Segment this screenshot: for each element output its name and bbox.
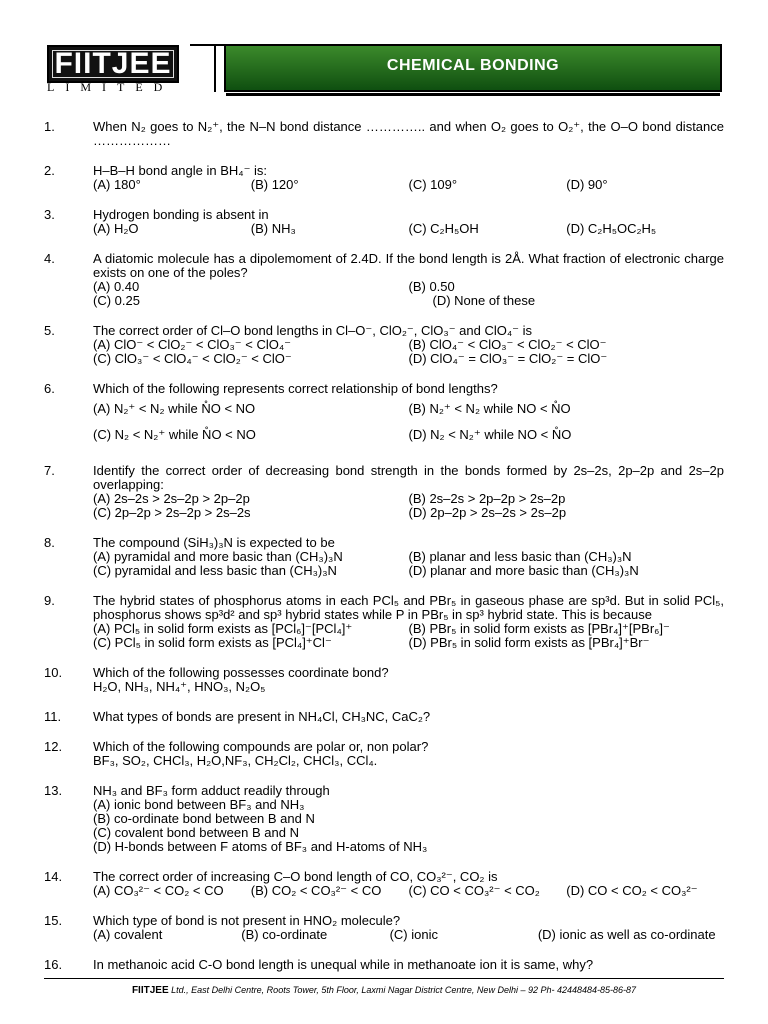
question-number: 11.	[44, 709, 62, 724]
question-15	[44, 914, 724, 942]
option-group	[93, 928, 724, 942]
question-7	[44, 464, 724, 520]
question-option: (A) 180°	[93, 177, 141, 192]
question-number: 6.	[44, 381, 55, 396]
question-number: 14.	[44, 869, 63, 884]
question-number: 2.	[44, 163, 55, 178]
question-4	[44, 252, 724, 308]
fiitjee-logo: FIITJEE	[47, 45, 179, 83]
question-16	[44, 958, 724, 972]
question-text: A diatomic molecule has a dipolemoment of 2.4D. If the bond length is 2Å. What fraction of electronic charge exists on one of the poles?	[93, 251, 724, 280]
question-option: (C) ionic	[389, 927, 438, 942]
question-text: H–B–H bond angle in BH₄⁻ is:	[93, 163, 268, 178]
question-text: The hybrid states of phosphorus atoms in each PCl₅ and PBr₅ in gaseous phase are sp³d. But in solid PCl₅, phosphorus shows sp³d² and sp³ hybrid states while P in PBr₅ in sp³ hybrid state. This is because	[93, 593, 724, 622]
chapter-title-banner: CHEMICAL BONDING	[224, 44, 722, 92]
question-number: 13.	[44, 783, 63, 798]
question-number: 10.	[44, 665, 63, 680]
question-option: (C) 0.25	[93, 293, 140, 308]
question-9	[44, 594, 724, 650]
question-option: (D) 90°	[566, 177, 608, 192]
footer-address: Ltd., East Delhi Centre, Roots Tower, 5th Floor, Laxmi Nagar District Centre, New Delhi – 92 Ph- 42448484-85-86-87	[171, 985, 637, 995]
option-group	[93, 178, 724, 192]
question-number: 3.	[44, 207, 55, 222]
question-option: (C) 109°	[408, 177, 458, 192]
question-option: (A) CO₃²⁻ < CO₂ < CO	[93, 883, 224, 898]
question-text: Which of the following compounds are polar or, non polar?	[93, 739, 429, 754]
question-option: (B) co-ordinate	[241, 927, 328, 942]
question-text: What types of bonds are present in NH₄Cl, CH₃NC, CaC₂?	[93, 709, 431, 724]
question-option: (A) pyramidal and more basic than (CH₃)₃N	[93, 549, 343, 564]
question-number: 5.	[44, 323, 55, 338]
option-group	[93, 492, 724, 520]
question-option: (A) H₂O	[93, 221, 139, 236]
question-option: (D) None of these	[432, 293, 536, 308]
question-option: (C) ClO₃⁻ < ClO₄⁻ < ClO₂⁻ < ClO⁻	[93, 351, 292, 366]
question-option: (D) 2p–2p > 2s–2s > 2s–2p	[408, 505, 567, 520]
question-option: (B) 120°	[250, 177, 299, 192]
question-compound-list: BF₃, SO₂, CHCl₃, H₂O,NF₃, CH₂Cl₂, CHCl₃, CCl₄.	[93, 753, 378, 768]
page-header	[0, 0, 768, 110]
footer-rule	[44, 978, 724, 979]
question-option: (B) CO₂ < CO₃²⁻ < CO	[250, 883, 382, 898]
option-group	[93, 280, 724, 308]
question-text: When N₂ goes to N₂⁺, the N–N bond distance ………….. and when O₂ goes to O₂⁺, the O–O bond distance ………………	[93, 119, 724, 148]
question-option: (A) PCl₅ in solid form exists as [PCl₆]⁻[PCl₄]⁺	[93, 621, 353, 636]
question-option: (B) N₂⁺ < N₂ while NO < N̊O	[408, 401, 571, 416]
question-option: (B) ClO₄⁻ < ClO₃⁻ < ClO₂⁻ < ClO⁻	[408, 337, 607, 352]
logo-subtitle: LIMITED	[47, 80, 174, 94]
question-option: (C) pyramidal and less basic than (CH₃)₃N	[93, 563, 337, 578]
question-text: Identify the correct order of decreasing bond strength in the bonds formed by 2s–2s, 2p–2p and 2s–2p overlapping:	[93, 463, 724, 492]
question-10	[44, 666, 724, 694]
option-group	[93, 222, 724, 236]
question-number: 8.	[44, 535, 55, 550]
question-option: (C) PCl₅ in solid form exists as [PCl₄]⁺Cl⁻	[93, 635, 332, 650]
question-option: (C) CO < CO₃²⁻ < CO₂	[408, 883, 540, 898]
question-option: (A) N₂⁺ < N₂ while N̊O < NO	[93, 401, 256, 416]
question-option: (D) planar and more basic than (CH₃)₃N	[408, 563, 639, 578]
option-group	[93, 884, 724, 898]
question-3	[44, 208, 724, 236]
question-option: (D) C₂H₅OC₂H₅	[566, 221, 657, 236]
option-group	[93, 622, 724, 650]
question-option: (A) ClO⁻ < ClO₂⁻ < ClO₃⁻ < ClO₄⁻	[93, 337, 292, 352]
question-option: (B) PBr₅ in solid form exists as [PBr₄]⁺[PBr₆]⁻	[408, 621, 670, 636]
question-text: NH₃ and BF₃ form adduct readily through	[93, 783, 330, 798]
option-group	[93, 396, 724, 448]
question-1	[44, 120, 724, 148]
question-option: (D) CO < CO₂ < CO₃²⁻	[566, 883, 698, 898]
question-2	[44, 164, 724, 192]
question-text: Which type of bond is not present in HNO₂ molecule?	[93, 913, 401, 928]
question-text: The correct order of Cl–O bond lengths in Cl–O⁻, ClO₂⁻, ClO₃⁻ and ClO₄⁻ is	[93, 323, 533, 338]
question-option: (B) planar and less basic than (CH₃)₃N	[408, 549, 632, 564]
question-compound-list: H₂O, NH₃, NH₄⁺, HNO₃, N₂O₅	[93, 679, 266, 694]
question-text: Which of the following possesses coordinate bond?	[93, 665, 389, 680]
question-option: (B) 2s–2s > 2p–2p > 2s–2p	[408, 491, 566, 506]
question-text: In methanoic acid C-O bond length is unequal while in methanoate ion it is same, why?	[93, 957, 594, 972]
question-option: (A) covalent	[93, 927, 163, 942]
question-option: (B) co-ordinate bond between B and N	[93, 811, 315, 826]
question-option: (D) ionic as well as co-ordinate	[537, 927, 716, 942]
question-text: Which of the following represents correct relationship of bond lengths?	[93, 381, 498, 396]
question-option: (B) 0.50	[408, 279, 455, 294]
question-text: The correct order of increasing C–O bond length of CO, CO₃²⁻, CO₂ is	[93, 869, 498, 884]
option-group	[93, 550, 724, 578]
question-number: 12.	[44, 739, 63, 754]
question-option: (C) 2p–2p > 2s–2p > 2s–2s	[93, 505, 251, 520]
question-option: (C) C₂H₅OH	[408, 221, 479, 236]
question-option: (A) 0.40	[93, 279, 140, 294]
question-number: 7.	[44, 463, 55, 478]
question-number: 9.	[44, 593, 55, 608]
question-option: (A) ionic bond between BF₃ and NH₃	[93, 797, 305, 812]
page-footer	[44, 985, 724, 996]
question-option: (A) 2s–2s > 2s–2p > 2p–2p	[93, 491, 250, 506]
question-option: (C) N₂ < N₂⁺ while N̊O < NO	[93, 427, 256, 442]
question-13	[44, 784, 724, 854]
question-option: (D) N₂ < N₂⁺ while NO < N̊O	[408, 427, 572, 442]
question-option: (C) covalent bond between B and N	[93, 825, 299, 840]
question-number: 4.	[44, 251, 55, 266]
header-vertical-rule	[214, 44, 216, 92]
question-option: (D) H-bonds between F atoms of BF₃ and H-atoms of NH₃	[93, 839, 428, 854]
question-number: 16.	[44, 957, 63, 972]
question-text: The compound (SiH₃)₃N is expected to be	[93, 535, 335, 550]
question-number: 15.	[44, 913, 63, 928]
question-option: (D) PBr₅ in solid form exists as [PBr₄]⁺Br⁻	[408, 635, 650, 650]
question-text: Hydrogen bonding is absent in	[93, 207, 269, 222]
question-14	[44, 870, 724, 898]
question-option: (D) ClO₄⁻ = ClO₃⁻ = ClO₂⁻ = ClO⁻	[408, 351, 608, 366]
footer-brand: FIITJEE	[131, 985, 169, 996]
question-8	[44, 536, 724, 578]
question-option: (B) NH₃	[250, 221, 296, 236]
question-6	[44, 382, 724, 448]
question-number: 1.	[44, 119, 55, 134]
option-group	[93, 338, 724, 366]
question-5	[44, 324, 724, 366]
question-list	[44, 120, 724, 988]
question-11	[44, 710, 724, 724]
question-12	[44, 740, 724, 768]
